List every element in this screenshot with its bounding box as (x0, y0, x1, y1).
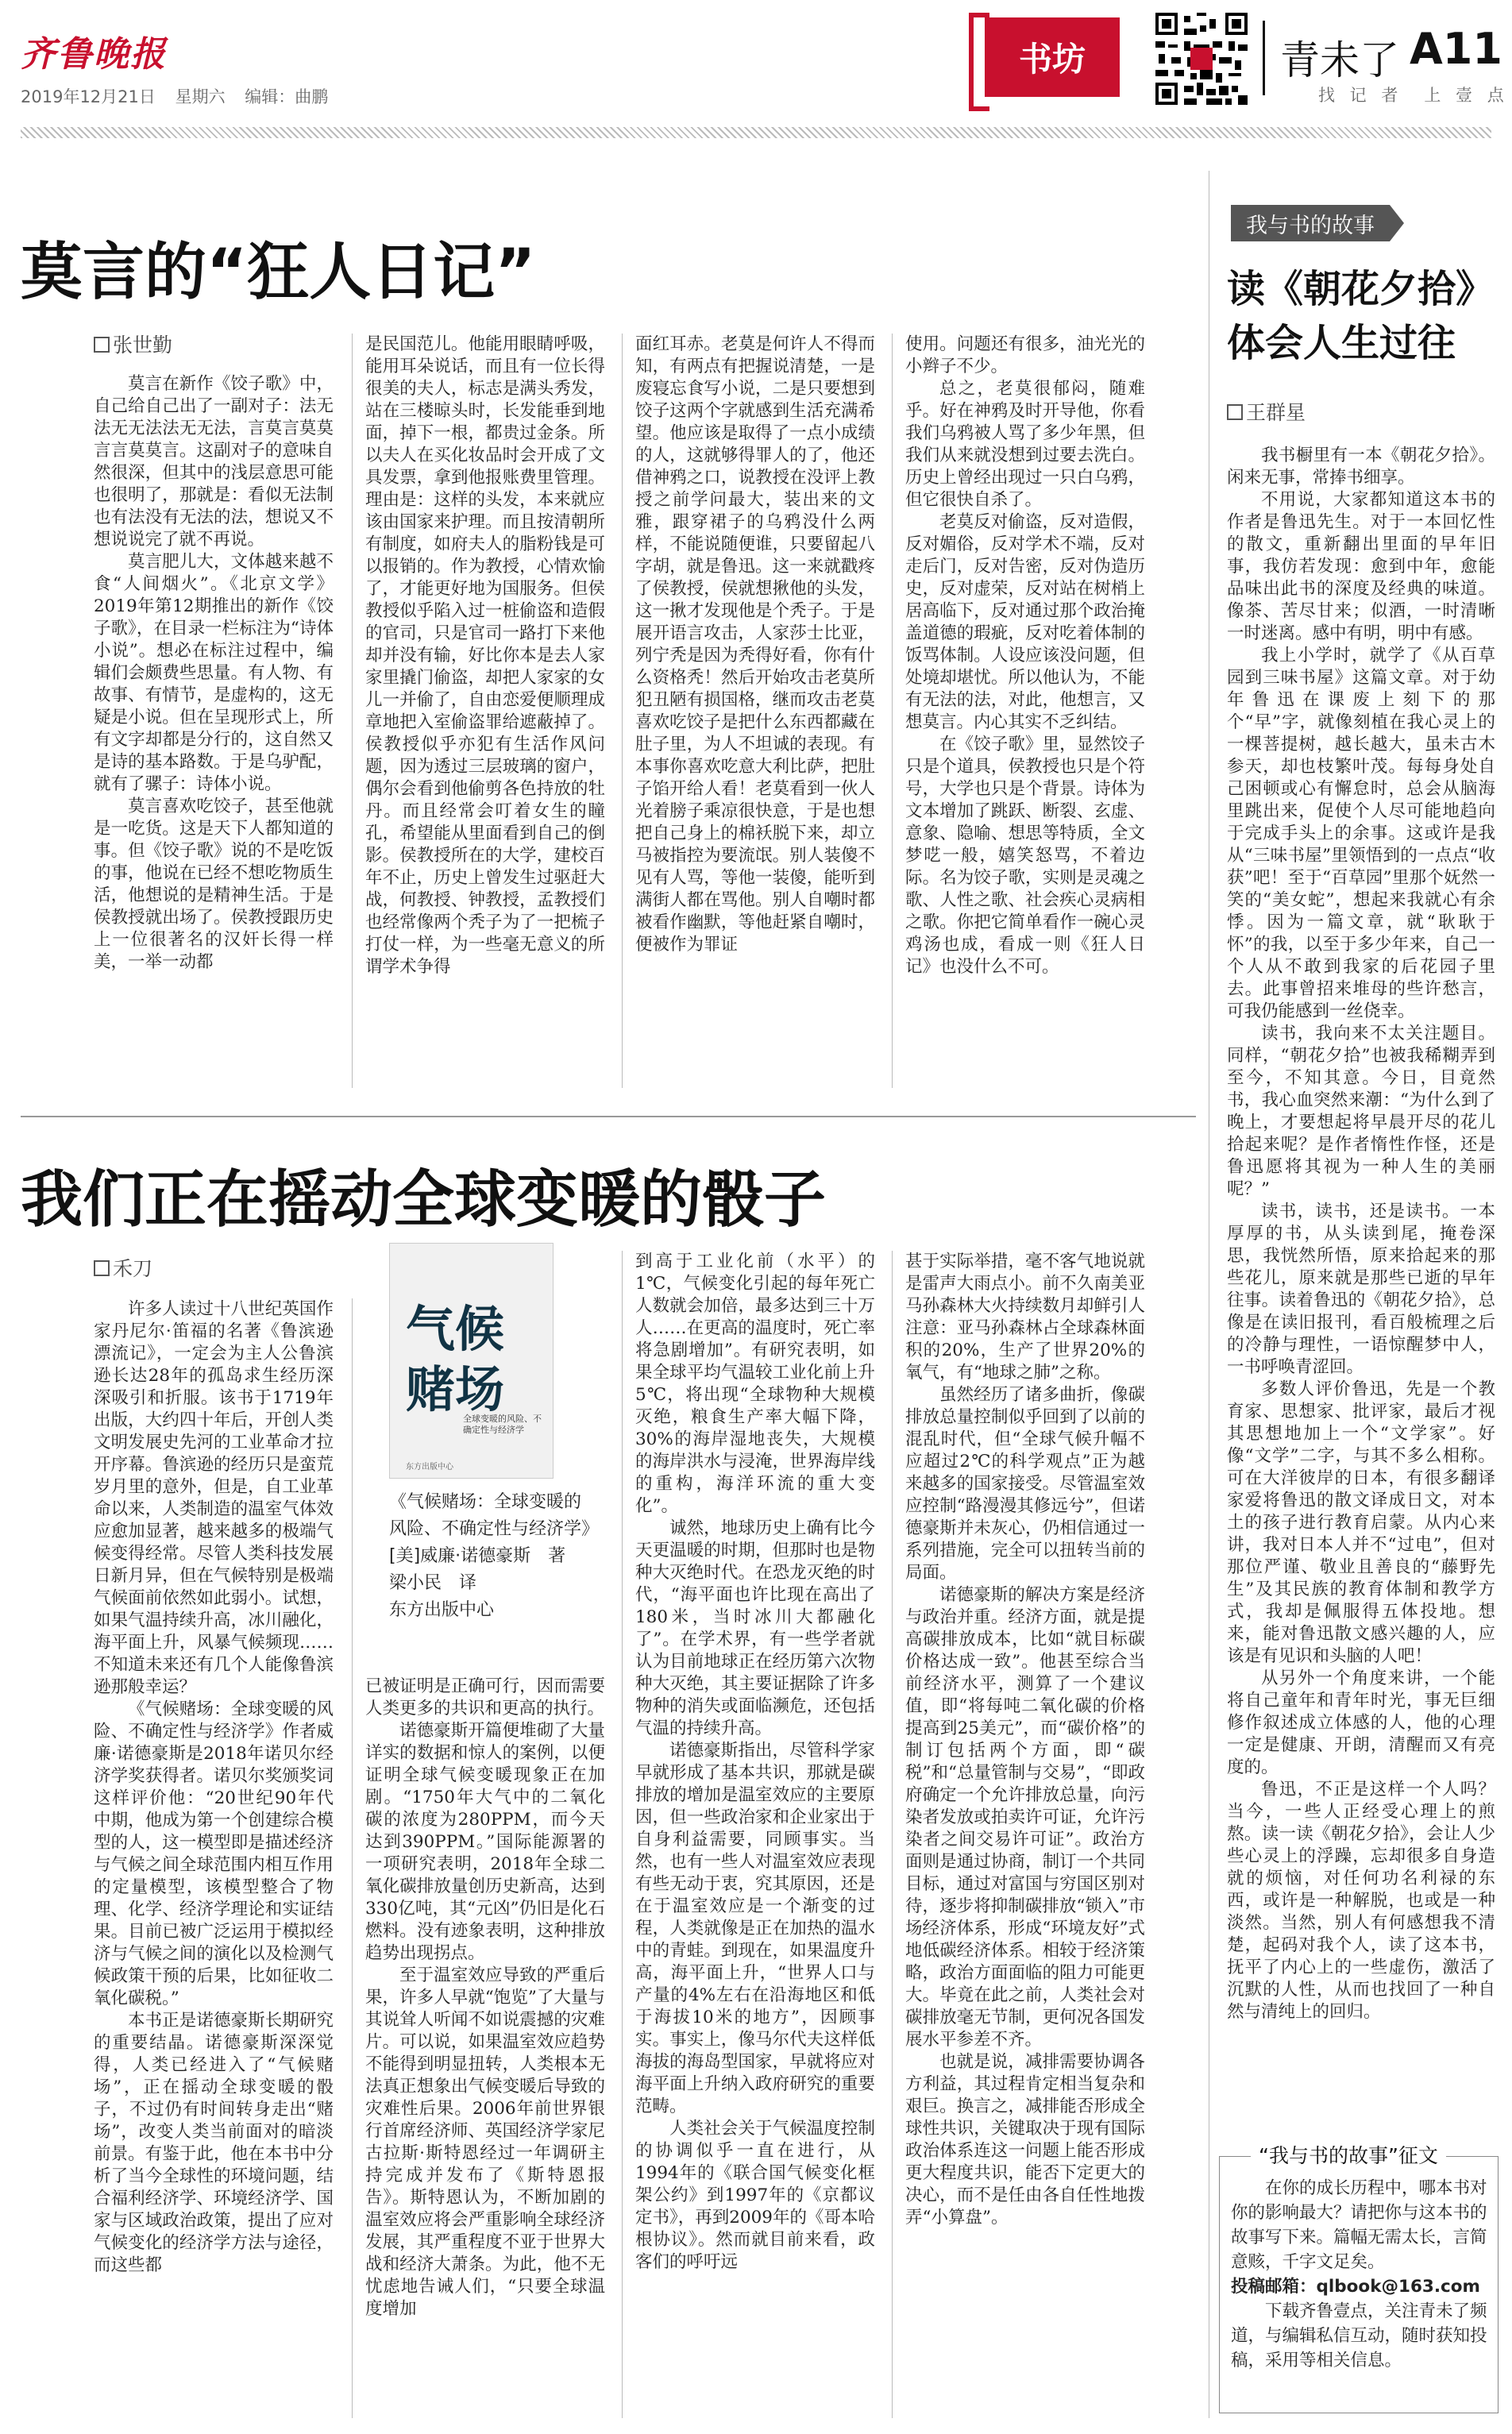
column-rule (352, 1298, 353, 2418)
sidebar-paragraph: 不用说，大家都知道这本书的作者是鲁迅先生。对于一本回忆性的散文，重新翻出里面的早年旧事，我仿若发现：愈到中年，愈能品味出此书的深度及经典的味道。像茶、苦尽甘来；似酒，一时清晰一时迷离。感中有明，明中有感。 (1227, 490, 1495, 643)
sidebar-byline (1227, 397, 1306, 426)
a1cols-column (635, 334, 875, 1088)
sidebar-title (1227, 262, 1494, 370)
article-divider (21, 1116, 1196, 1117)
sidebar-tag: 我与书的故事 (1231, 205, 1390, 241)
byline-square-icon (1227, 404, 1243, 420)
sidebar-paragraph: 多数人评价鲁迅，先是一个教育家、思想家、批评家，最后才视其思想地加上一个“文学家”。好像“文学”二字，与其不多么相称。可在大洋彼岸的日本，有很多翻译家爱将鲁迅的散文译成日文，对本土的孩子进行教育启蒙。从内心来讲，我对日本人并不“过电”，但对那位严谨、敬业且善良的“藤野先生”及其民族的教育体制和教学方式，我却是佩服得五体投地。想来，能对鲁迅散文感兴趣的人，应该是有见识和头脑的人吧！ (1227, 1379, 1495, 1666)
column-rule (892, 1251, 893, 2418)
paragraph: 面红耳赤。老莫是何许人不得而知，有两点有把握说清楚，一是废寝忘食写小说，二是只要想到饺子这两个字就感到生活充满希望。他应该是取得了一点小成绩的人，这就够得罪人的了，他还借神鸦之口，说教授在没评上教授之前学问最大，装出来的文雅，跟穿裙子的乌鸦没什么两样，不能说随便谁，只要留起八字胡，就是鲁迅。这一来就戳疼了侯教授，侯就想揪他的头发，这一揪才发现他是个秃子。于是展开语言攻击，人家莎士比亚，列宁秃是因为秃得好看，你有什么资格秃！然后开始攻击老莫所犯丑陋有损国格，继而攻击老莫喜欢吃饺子是把什么东西都藏在肚子里，为人不坦诚的表现。有本事你喜欢吃意大利比萨，把肚子馅开给人看！老莫看到一伙人光着膀子乘凉很快意，于是也想把自己身上的棉袄脱下来，却立马被指控为要流氓。别人装傻不见有人骂，等他一装傻，能听到满街人都在骂他。别人自嘲时都被看作幽默，等他赶紧自嘲时，便被作为罪证 (635, 334, 875, 955)
sidebar-author: 王群星 (1246, 401, 1306, 424)
promo-email: 投稿邮箱：qlbook@163.com (1231, 2277, 1480, 2297)
book-caption-publisher: 东方出版中心 (389, 1600, 495, 1620)
byline-square-icon (94, 1260, 110, 1276)
book-caption-translator: 梁小民 译 (389, 1573, 477, 1593)
issue-weekday: 星期六 (175, 87, 226, 106)
a1cols-column (905, 334, 1145, 1088)
promo-body (1231, 2176, 1489, 2373)
sidebar-paragraph: 从另外一个角度来讲，一个能将自己童年和青年时光，事无巨细修作叙述成立体感的人，他的心理一定是健康、开朗，清醒而又有亮度的。 (1227, 1668, 1495, 1777)
book-cover-image (389, 1243, 554, 1479)
promo-text: 在你的成长历程中，哪本书对你的影响最大？请把你与这本书的故事写下来。篇幅无需太长，言简意赅，千字文足矣。 (1231, 2178, 1487, 2272)
sidebar-title-line1: 读《朝花夕拾》 (1227, 267, 1495, 311)
column-rule (892, 334, 893, 1088)
masthead-hatch-rule (21, 127, 1491, 138)
sidebar-paragraph: 读书，我向来不太关注题目。同样，“朝花夕拾”也被我稀糊弄到至今，不知其意。今日，目竟然书，我心血突然来潮：“为什么到了晚上，才要想起将早晨开尽的花儿拾起来呢？是作者惰性作怪，还是鲁迅愿将其视为一种人生的美丽呢？” (1227, 1024, 1495, 1199)
reporter-line: 找 记 者 上 壹 点 (1318, 86, 1509, 105)
page-number: A11 (1410, 24, 1502, 74)
sidebar-paragraph: 我书橱里有一本《朝花夕拾》。闲来无事，常捧书细享。 (1227, 446, 1495, 488)
paragraph: 诺德豪斯开篇便堆砌了大量详实的数据和惊人的案例，以便证明全球气候变暖现象正在加剧。“1750年大气中的二氧化碳的浓度为280PPM，而今天达到390PPM。”国际能源署的一项研究表明，2018年全球二氧化碳排放量创历史新高，达到330亿吨，其“元凶”仍旧是化石燃料。没有迹象表明，这种排放趋势出现拐点。 (365, 1721, 605, 1963)
column-name: 青未了 (1280, 37, 1399, 83)
newspaper-logo: 齐鲁晚报 (21, 34, 167, 75)
promo-title: “我与书的故事”征文 (1251, 2140, 1446, 2169)
promo-footer: 下载齐鲁壹点，关注青未了频道，与编辑私信互动，随时获知投稿，采用等相关信息。 (1231, 2301, 1487, 2370)
paragraph: 使用。问题还有很多，油光光的小辫子不少。 (905, 334, 1145, 376)
issue-date: 2019年12月21日 (21, 87, 156, 106)
paragraph: 也就是说，减排需要协调各方利益，其过程肯定相当复杂和艰巨。换言之，减排能否形成全球性共识，关键取决于现有国际政治体系连这一问题上能否形成更大程度共识，能否下定更大的决心，而不是任由各自任性地拨弄“小算盘”。 (905, 2052, 1145, 2228)
article2-author: 禾刀 (113, 1257, 153, 1280)
paragraph: 人类社会关于气候温度控制的协调似乎一直在进行，从1994年的《联合国气候变化框架公约》到1997年的《京都议定书》，再到2009年的《哥本哈根协议》。然而就目前来看，政客们的呼吁远 (635, 2119, 875, 2272)
masthead-divider (1263, 21, 1265, 95)
book-caption-title: 《气候赌场：全球变暖的风险、不确定性与经济学》 (389, 1492, 600, 1539)
paragraph: 在《饺子歌》里，显然饺子只是个道具，侯教授也只是个符号，大学也只是个背景。诗体为文本增加了跳跃、断裂、玄虚、意象、隐喻、想思等特质，全文梦呓一般，嬉笑怒骂，不着边际。名为饺子歌，实则是灵魂之歌、人性之歌、社会疾心灵病相之歌。你把它简单看作一碗心灵鸡汤也成，看成一则《狂人日记》也没什么不可。 (905, 735, 1145, 977)
sidebar-paragraph: 鲁迅，不正是这样一个人吗？当今，一些人正经受心理上的煎熬。读一读《朝花夕拾》，会让人少些心灵上的浮躁，忘却很多自身造就的烦恼，对任何功名利禄的东西，或许是一种解脱，也或是一种淡然。当然，别人有何感想我不清楚，起码对我个人，读了这本书，抚平了内心上的一些虚伤，激活了沉默的人性，从而也找回了一种自然与清纯上的回归。 (1227, 1780, 1495, 2022)
paragraph: 到高于工业化前（水平）的1℃，气候变化引起的每年死亡人数就会加倍，最多达到三十万人……在更高的温度时，死亡率将急剧增加”。有研究表明，如果全球平均气温较工业化前上升5℃，将出现“全球物种大规模灭绝，粮食生产率大幅下降，30%的海岸湿地丧失，大规模的海岸洪水与浸淹，世界海岸线的重构，海洋环流的重大变化”。 (635, 1252, 875, 1516)
article2-title: 我们正在摇动全球变暖的骰子 (21, 1164, 827, 1236)
book-caption-author: [美]威廉·诺德豪斯 著 (389, 1546, 566, 1566)
a1cols-column (94, 373, 334, 1088)
paragraph: 诚然，地球历史上确有比今天更温暖的时期，但那时也是物种大灭绝时代。在恐龙灭绝的时代，“海平面也许比现在高出了180米，当时冰川大都融化了”。在学术界，有一些学者就认为目前地球正在经历第六次物种大灭绝，其主要证据除了许多物种的消失或面临濒危，还包括气温的持续升高。 (635, 1518, 875, 1738)
column-rule (352, 334, 353, 1088)
book-cover-title: 气候赌场 (406, 1300, 505, 1418)
sidebar-paragraph: 我上小学时，就学了《从百草园到三味书屋》这篇文章。对于幼年鲁迅在课废上刻下的那个“早”字，就像刻植在我心灵上的一棵菩提树，越长越大，虽未古木参天，却也枝繁叶茂。每每身处自己困顿或心有懈怠时，总会从脑海里跳出来，促使个人尽可能地趋向于完成手头上的余事。这或许是我从“三味书屋”里领悟到的一点点“收获”吧！至于“百草园”里那个妩然一笑的“美女蛇”，想起来我就心有余悸。因为一篇文章，就“耿耿于怀”的我，以至于多少年来，自己一个人从不敢到我家的后花园子里去。此事曾招来堆母的些许愁言，可我仍能感到一丝侥幸。 (1227, 646, 1495, 1021)
book-caption (389, 1489, 600, 1624)
a2cols-column (94, 1298, 334, 2418)
masthead (0, 0, 1512, 139)
book-cover-subtitle: 全球变暖的风险、不确定性与经济学 (463, 1414, 542, 1435)
qr-code-icon (1155, 13, 1248, 105)
paragraph: 总之，老莫很郁闷，随难乎。好在神鸦及时开导他，你看我们乌鸦被人骂了多少年黑，但我们从来就没想到过要去洗白。历史上曾经出现过一只白乌鸦，但它很快自杀了。 (905, 379, 1145, 510)
editor-credit: 编辑：曲鹏 (245, 87, 329, 106)
paragraph: 老莫反对偷盗，反对造假，反对媚俗，反对学术不端，反对走后门，反对告密，反对伪造历史，反对虚荣，反对站在树梢上居高临下，反对通过那个政治掩盖道德的瑕疵，反对吃着体制的饭骂体制。人设应该没问题，但处境却堪忧。所以他认为，不能有无法的法，对此，他想言，又想莫言。内心其实不乏纠结。 (905, 512, 1145, 732)
paragraph: 莫言在新作《饺子歌》中，自己给自己出了一副对子：法无法无无法法无无法，言莫言莫莫言言莫莫言。这副对子的意味自然很深，但其中的浅层意思可能也很明了，那就是：看似无法制也有法没有无法的法，想说又不想说说完了就不再说。 (94, 374, 334, 550)
sidebar-title-line2: 体会人生过往 (1227, 321, 1456, 365)
a2cols-column (635, 1251, 875, 2418)
column-rule (622, 1251, 623, 2418)
paragraph: 至于温室效应导致的严重后果，许多人早就“饱览”了大量与其说耸人听闻不如说震撼的灾难片。可以说，如果温室效应趋势不能得到明显扭转，人类根本无法真正想象出气候变暖后导致的灾难性后果。2006年前世界银行首席经济师、英国经济学家尼古拉斯·斯特恩经过一年调研主持完成并发布了《斯特恩报告》。斯特恩认为，不断加剧的温室效应将会严重影响全球经济发展，其严重程度不亚于世界大战和经济大萧条。为此，他不无忧虑地告诫人们，“只要全球温度增加 (365, 1965, 605, 2319)
paragraph: 莫言喜欢吃饺子，甚至他就是一吃货。这是天下人都知道的事。但《饺子歌》说的不是吃饭的事，他说在已经不想吃物质生活，他想说的是精神生活。于是侯教授就出场了。侯教授跟历史上一位很著名的汉奸长得一样美，一举一动都 (94, 797, 334, 972)
section-tag (985, 17, 1120, 97)
a2cols-column (905, 1251, 1145, 2418)
paragraph: 许多人读过十八世纪英国作家丹尼尔·笛福的名著《鲁滨逊漂流记》，一定会为主人公鲁滨逊长达28年的孤岛求生经历深深吸引和折服。该书于1719年出版，大约四十年后，开创人类文明发展史先河的工业革命才拉开序幕。鲁滨逊的经历只是蛮荒岁月里的意外，但是，自工业革命以来，人类制造的温室气体效应愈加显著，越来越多的极端气候变得经常。尽管人类科技发展日新月异，但在气候特别是极端气候面前依然如此弱小。试想，如果气温持续升高，冰川融化，海平面上升，风暴气候频现……不知道未来还有几个人能像鲁滨逊那般幸运？ (94, 1299, 334, 1697)
paragraph: 虽然经历了诸多曲折，像碳排放总量控制似乎回到了以前的混乱时代，但“全球气候升幅不应超过2℃的科学观点”正为越来越多的国家接受。尽管温室效应控制“路漫漫其修远兮”，但诺德豪斯并未灰心，仍相信通过一系列措施，完全可以扭转当前的局面。 (905, 1385, 1145, 1583)
sidebar-paragraph: 读书，读书，还是读书。一本厚厚的书，从头读到尾，掩卷深思，我恍然所悟，原来拾起来的那些花儿，原来就是那些已逝的早年往事。读着鲁迅的《朝花夕拾》，总像是在读旧报刊，看百般梳理之后的冷静与理性，一语惊醒梦中人，一书呼唤青涩回。 (1227, 1202, 1495, 1377)
dateline (21, 84, 342, 108)
paragraph: 莫言肥儿大，文体越来越不食“人间烟火”。《北京文学》2019年第12期推出的新作《饺子歌》，在目录一栏标注为“诗体小说”。想必在标注过程中，编辑们会颇费些思量。有人物、有故事、有情节，是虚构的，这无疑是小说。但在呈现形式上，所有文字却都是分行的，这自然又是诗的基本路数。于是乌驴配，就有了骡子：诗体小说。 (94, 552, 334, 794)
sidebar-body (1227, 445, 1495, 2120)
a2cols-column (365, 1676, 605, 2418)
paragraph: 甚于实际举措，毫不客气地说就是雷声大雨点小。前不久南美亚马孙森林大火持续数月却鲜引人注意：亚马孙森林占全球森林面积的20%，生产了世界20%的氧气，有“地球之肺”之称。 (905, 1252, 1145, 1383)
article1-byline (94, 330, 172, 358)
section-name: 书坊 (1018, 40, 1086, 79)
article1-title: 莫言的“狂人日记” (21, 237, 536, 308)
paragraph: 《气候赌场：全球变暖的风险、不确定性与经济学》作者威廉·诺德豪斯是2018年诺贝尔经济学奖获得者。诺贝尔奖颁奖词这样评价他：“20世纪90年代中期，他成为第一个创建综合模型的人，这一模型即是描述经济与气候之间全球范围内相互作用的定量模型，该模型整合了物理、化学、经济学理论和实证结果。目前已被广泛运用于模拟经济与气候之间的演化以及检测气候政策干预的后果，比如征收二氧化碳税。” (94, 1699, 334, 2008)
byline-square-icon (94, 337, 110, 353)
paragraph: 已被证明是正确可行，因而需要人类更多的共识和更高的执行。 (365, 1676, 605, 1718)
section-bracket (969, 13, 989, 111)
column-rule (622, 334, 623, 1088)
paragraph: 本书正是诺德豪斯长期研究的重要结晶。诺德豪斯深深觉得，人类已经进入了“气候赌场”，正在摇动全球变暖的骰子，不过仍有时间转身走出“赌场”，改变人类当前面对的暗淡前景。有鉴于此，他在本书中分析了当今全球性的环境问题，结合福利经济学、环境经济学、国家与区域政治政策，提出了应对气候变化的经济学方法与途径，而这些都 (94, 2011, 334, 2275)
article2-byline (94, 1253, 152, 1282)
article1-author: 张世勤 (113, 334, 173, 357)
paragraph: 是民国范儿。他能用眼睛呼吸，能用耳朵说话，而且有一位长得很美的夫人，标志是满头秀发，站在三楼晾头时，长发能垂到地面，掉下一根，都贵过金条。所以夫人在买化妆品时会开成了文具发票，拿到他报账费里管理。理由是：这样的头发，本来就应该由国家来护理。而且按清朝所有制度，如府夫人的脂粉钱是可以报销的。作为教授，心情欢愉了，才能更好地为国服务。但侯教授似乎陷入过一桩偷盗和造假的官司，只是官司一路打下来他却并没有输，好比你本是去人家家里撬门偷盗，却把人家家的女儿一并偷了，自由恋爱便顺理成章地把入室偷盗罪给遮蔽掉了。侯教授似乎亦犯有生活作风问题，因为透过三层玻璃的窗户，偶尔会看到他偷剪各色持放的牡丹。而且经常会叮着女生的瞳孔，希望能从里面看到自己的倒影。侯教授所在的大学，建校百年不止，历史上曾发生过驱赶大战，何教授、钟教授，孟教授们也经常像两个秃子为了一把梳子打仗一样，为一些毫无意义的所谓学术争得 (365, 334, 605, 977)
paragraph: 诺德豪斯的解决方案是经济与政治并重。经济方面，就是提高碳排放成本，比如“就目标碳价格达成一致”。他甚至综合当前经济水平，测算了一个建议值，即“将每吨二氧化碳的价格提高到25美元”，而“碳价格”的制订包括两个方面，即“碳税”和“总量管制与交易”，“即政府确定一个允许排放总量，向污染者发放或拍卖许可证，允许污染者之间交易许可证”。政治方面则是通过协商，制订一个共同目标，通过对富国与穷国区别对待，逐步将抑制碳排放“锁入”市场经济体系，形成“环境友好”式地低碳经济体系。相较于经济策略，政治方面面临的阻力可能更大。毕竟在此之前，人类社会对碳排放毫无节制，更何况各国发展水平参差不齐。 (905, 1585, 1145, 2050)
paragraph: 诺德豪斯指出，尽管科学家早就形成了基本共识，那就是碳排放的增加是温室效应的主要原因，但一些政治家和企业家出于自身利益需要，同顾事实。当然，也有一些人对温室效应表现有些无动于衷，究其原因，还是在于温室效应是一个渐变的过程，人类就像是正在加热的温水中的青蛙。到现在，如果温度升高，海平面上升，“世界人口与产量的4%左右在沿海地区和低于海拔10米的地方”，因顾事实。事实上，像马尔代夫这样低海拔的海岛型国家，早就将应对海平面上升纳入政府研究的重要范畴。 (635, 1741, 875, 2116)
book-cover-publisher: 东方出版中心 (406, 1463, 453, 1472)
a1cols-column (365, 334, 605, 1088)
